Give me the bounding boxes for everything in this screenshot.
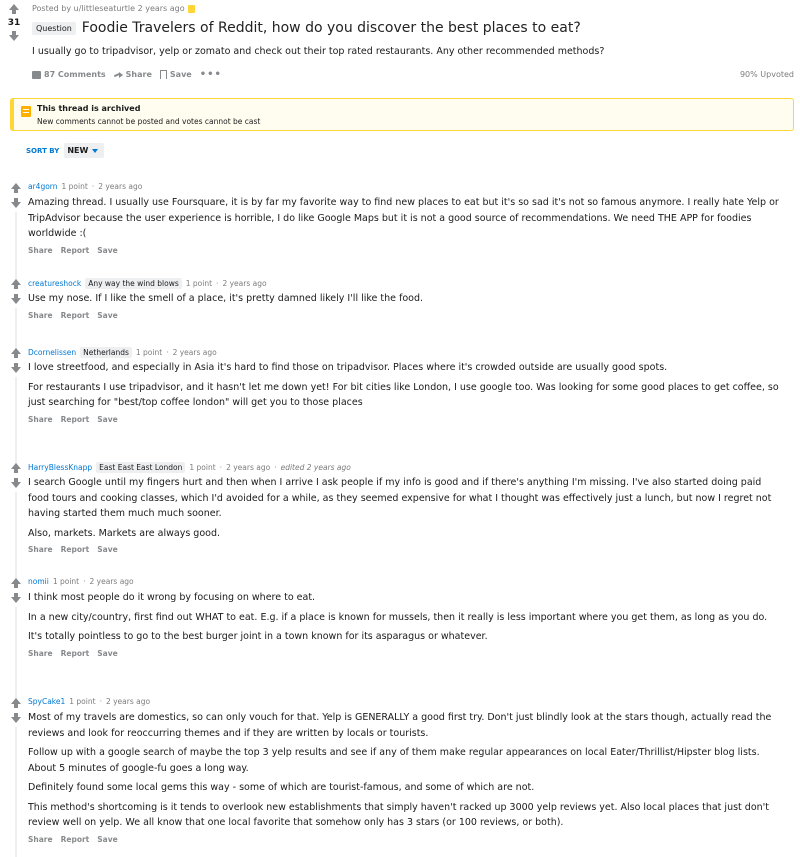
post-vote-column <box>0 4 28 41</box>
sort-value: NEW <box>67 146 89 155</box>
upvote-ratio: 90% Upvoted <box>739 70 794 79</box>
meta-separator: · <box>166 348 169 357</box>
comment-points: 1 point <box>185 279 213 288</box>
share-button[interactable]: Share <box>28 834 53 844</box>
report-button[interactable]: Report <box>60 245 90 255</box>
comment-actions <box>28 835 780 844</box>
comment-paragraph: This method's shortcoming is it tends to overlook new establishments that simply haven't racked up 3000 yelp reviews yet. Also local places that just don't review well on yelp. We all know that one local favorite that somehow only has 3 stars (or 100 reviews, or both). <box>28 801 769 828</box>
comment-paragraph: Most of my travels are domestics, so can only vouch for that. Yelp is GENERALLY a good first try. Don't just blindly look at the stars though, actually read the reviews and look for reoccurring themes and if they are written by locals or tourists. <box>28 712 772 739</box>
comment-body <box>28 291 780 320</box>
sort-dropdown[interactable] <box>64 143 104 158</box>
comment-actions <box>28 246 780 255</box>
comment-meta <box>28 182 142 191</box>
post <box>0 0 800 88</box>
post-title-row <box>32 20 581 36</box>
sort-label: SORT BY <box>26 146 60 155</box>
comment-meta <box>28 577 134 586</box>
report-button[interactable]: Report <box>60 834 90 844</box>
meta-separator: · <box>91 182 95 191</box>
upvote-arrow-icon[interactable] <box>10 279 22 289</box>
comment-vote-column <box>10 183 22 208</box>
comment-body <box>28 360 780 424</box>
upvote-arrow-icon[interactable] <box>10 578 22 588</box>
comment-meta <box>28 278 267 289</box>
comment-paragraph: Follow up with a google search of maybe the top 3 yelp results and see if any of them make regular appearances on local Eater/Thrillist/Hipster blog lists. About 5 minutes of google-fu goes a long way. <box>28 747 760 774</box>
meta-separator: · <box>99 697 102 706</box>
comment-vote-column <box>10 348 22 373</box>
comment-points: 1 point <box>52 577 80 586</box>
upvote-arrow-icon[interactable] <box>10 183 22 193</box>
upvote-arrow-icon[interactable] <box>10 463 22 473</box>
downvote-arrow-icon[interactable] <box>10 363 22 373</box>
post-meta-text: Posted by u/littleseaturtle 2 years ago <box>32 4 185 13</box>
comment-time: 2 years ago <box>105 697 151 706</box>
comment-author[interactable]: ar4gorn <box>28 182 58 191</box>
thread-line[interactable] <box>15 492 17 584</box>
archive-icon <box>21 106 31 117</box>
more-dots-icon: ••• <box>199 68 222 80</box>
comment-time: 2 years ago <box>172 348 217 357</box>
downvote-arrow-icon[interactable] <box>10 478 22 488</box>
save-button[interactable]: Save <box>97 834 118 844</box>
comment-body <box>28 590 780 658</box>
share-icon <box>114 71 123 79</box>
comment-actions <box>28 649 780 658</box>
report-button[interactable]: Report <box>60 648 90 658</box>
save-button[interactable]: Save <box>97 648 118 658</box>
share-button[interactable]: Share <box>28 245 53 255</box>
comment-paragraph: I love streetfood, and especially in Asia it's hard to find those on tripadvisor. Places where it's crowded outside are usually good spots. <box>28 362 668 373</box>
archived-title: This thread is archived <box>37 104 141 113</box>
comment-body <box>28 710 780 844</box>
comment-paragraph: For restaurants I use tripadvisor, and it hasn't let me down yet! For bit cities like London, I use google too. Was looking for some good places to get coffee, so just searching for "best/top coffee london" will get you to those places <box>28 381 779 408</box>
comment-time: 2 years ago <box>89 577 134 586</box>
meta-separator: · <box>83 577 86 586</box>
comment-icon <box>32 71 41 79</box>
post-title[interactable]: Foodie Travelers of Reddit, how do you discover the best places to eat? <box>81 20 581 36</box>
share-label: Share <box>125 70 152 79</box>
save-button[interactable] <box>160 70 192 79</box>
comment-vote-column <box>10 279 22 304</box>
comment-paragraph: Also, markets. Markets are always good. <box>28 527 220 539</box>
upvote-arrow-icon[interactable] <box>10 348 22 358</box>
downvote-arrow-icon[interactable] <box>10 294 22 304</box>
user-flair: Netherlands <box>80 347 132 358</box>
save-button[interactable]: Save <box>97 414 118 424</box>
report-button[interactable]: Report <box>60 310 90 320</box>
report-button[interactable]: Report <box>60 545 90 554</box>
comment-meta <box>28 347 217 358</box>
thread-line[interactable] <box>15 607 17 699</box>
thread-line[interactable] <box>15 212 17 284</box>
comment-paragraph: Definitely found some local gems this way - some of which are tourist-famous, and some of which are not. <box>28 782 535 793</box>
comment-author[interactable]: Dcornelissen <box>28 348 77 357</box>
comment-paragraph: I think most people do it wrong by focusing on where to eat. <box>28 592 316 603</box>
downvote-arrow-icon[interactable] <box>10 593 22 603</box>
meta-separator: · <box>219 463 223 472</box>
post-body: I usually go to tripadvisor, yelp or zomato and check out their top rated restaurants. Any other recommended methods? <box>32 46 605 57</box>
share-button[interactable] <box>114 70 152 79</box>
post-flair[interactable]: Question <box>32 22 76 35</box>
comment-paragraph: Use my nose. If I like the smell of a place, it's pretty damned likely I'll like the food. <box>28 293 424 304</box>
save-button[interactable]: Save <box>97 245 118 255</box>
archived-banner <box>10 98 794 131</box>
comment-meta <box>28 462 351 473</box>
comment-author[interactable]: creatureshock <box>28 279 82 288</box>
upvote-arrow-icon[interactable] <box>10 698 22 708</box>
more-options-button[interactable] <box>199 68 222 80</box>
comment-body <box>28 475 780 554</box>
user-flair: Any way the wind blows <box>85 278 182 289</box>
meta-separator: · <box>216 279 219 288</box>
archived-subtitle: New comments cannot be posted and votes cannot be cast <box>37 117 261 126</box>
save-label: Save <box>169 70 192 79</box>
save-button[interactable]: Save <box>97 310 118 320</box>
thread-line[interactable] <box>15 727 17 857</box>
comment-paragraph: Amazing thread. I usually use Foursquare, it is by far my favorite way to find new places to eat but it's so sad it's not so famous anymore. I really hate Yelp or TripAdvisor because the user experience is horrible, I do like Google Maps but it is not a good source of recommendations. We need THE APP for foodies worldwide :( <box>28 197 779 239</box>
meta-separator: · <box>274 463 277 472</box>
comment-time: 2 years ago <box>98 182 143 191</box>
comment-vote-column <box>10 698 22 723</box>
share-button[interactable]: Share <box>28 545 53 554</box>
post-actions <box>32 70 222 79</box>
post-score: 31 <box>7 18 21 28</box>
comment-time: 2 years ago <box>226 463 271 472</box>
comment-paragraph: It's totally pointless to go to the best burger joint in a town known for its asparagus or whatever. <box>28 631 488 642</box>
comment-author[interactable]: SpyCake1 <box>28 697 66 706</box>
comment-points: 1 point <box>61 182 88 191</box>
comment-points: 1 point <box>135 348 163 357</box>
save-button[interactable]: Save <box>97 545 118 554</box>
comment-paragraph: In a new city/country, first find out WHAT to eat. E.g. if a place is known for mussels, then it really is less important where you get them, as long as you do. <box>28 611 768 623</box>
comment-time: 2 years ago <box>222 279 267 288</box>
comment-actions <box>28 415 780 424</box>
thread-line[interactable] <box>15 377 17 469</box>
comment-body <box>28 195 780 255</box>
share-button[interactable]: Share <box>28 310 53 320</box>
share-button[interactable]: Share <box>28 648 53 658</box>
award-icon <box>188 5 195 13</box>
comment-points: 1 point <box>189 463 216 472</box>
downvote-arrow-icon[interactable] <box>10 713 22 723</box>
comment-meta <box>28 697 150 706</box>
caret-down-icon <box>92 149 98 153</box>
comment-vote-column <box>10 463 22 488</box>
comment-author[interactable]: nomii <box>28 577 49 586</box>
comment-points: 1 point <box>69 697 96 706</box>
thread-line[interactable] <box>15 308 17 350</box>
comment-actions <box>28 545 780 554</box>
report-button[interactable]: Report <box>60 414 90 424</box>
comment-actions <box>28 311 780 320</box>
user-flair: East East East London <box>96 462 185 473</box>
sort-bar <box>26 143 104 158</box>
share-button[interactable]: Share <box>28 414 53 424</box>
upvote-arrow-icon[interactable] <box>0 4 28 14</box>
comment-paragraph: I search Google until my fingers hurt and then when I arrive I ask people if my info is good and if there's anything I'm missing. I've also started doing paid food tours and cooking classes, which I'd avoided for a while, as they seemed expensive for what I thought was effectively just a lunch, but now I regret not having started them much much sooner. <box>28 477 772 519</box>
downvote-arrow-icon[interactable] <box>10 198 22 208</box>
comment-author[interactable]: HarryBlessKnapp <box>28 463 93 472</box>
comment-edited: edited 2 years ago <box>280 463 351 472</box>
downvote-arrow-icon[interactable] <box>0 31 28 41</box>
comment-vote-column <box>10 578 22 603</box>
post-meta <box>32 4 195 13</box>
comments-label: 87 Comments <box>44 70 106 79</box>
comments-button[interactable] <box>32 70 106 79</box>
bookmark-icon <box>160 70 167 79</box>
